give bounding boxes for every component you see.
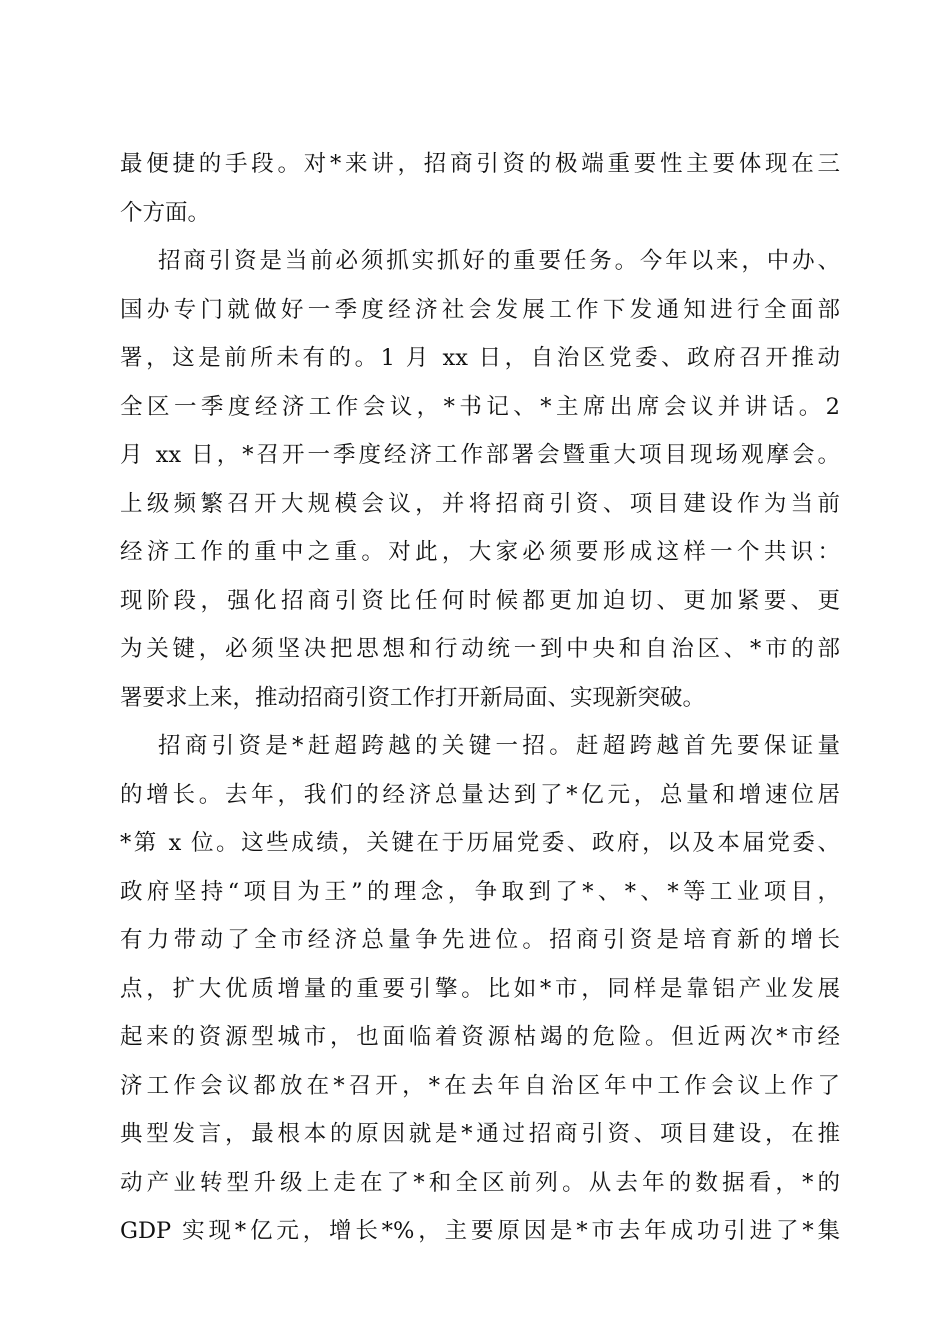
paragraph-2 — [120, 237, 840, 722]
text-line: 署要求上来，推动招商引资工作打开新局面、实现新突破。 — [120, 684, 706, 711]
text-line: GDP 实现*亿元，增长*%，主要原因是*市去年成功引进了*集 — [120, 1218, 840, 1244]
text-line: *第 x 位。这些成绩，关键在于历届党委、政府，以及本届党委、 — [120, 830, 840, 856]
text-line: 最便捷的手段。对*来讲，招商引资的极端重要性主要体现在三 — [120, 151, 840, 177]
text-line: 起来的资源型城市，也面临着资源枯竭的危险。但近两次*市经 — [120, 1024, 840, 1050]
body-text — [120, 140, 840, 1256]
text-line: 现阶段，强化招商引资比任何时候都更加迫切、更加紧要、更 — [120, 587, 840, 614]
text-line: 国办专门就做好一季度经济社会发展工作下发通知进行全面部 — [120, 296, 840, 323]
text-line: 典型发言，最根本的原因就是*通过招商引资、项目建设，在推 — [120, 1121, 840, 1147]
text-line: 招商引资是当前必须抓实抓好的重要任务。今年以来，中办、 — [158, 248, 840, 274]
paragraph-3 — [120, 722, 840, 1256]
text-line: 点，扩大优质增量的重要引擎。比如*市，同样是靠铝产业发展 — [120, 975, 840, 1002]
text-line: 政府坚持“项目为王”的理念，争取到了*、*、*等工业项目， — [120, 878, 840, 905]
text-line: 有力带动了全市经济总量争先进位。招商引资是培育新的增长 — [120, 927, 840, 953]
text-line: 动产业转型升级上走在了*和全区前列。从去年的数据看，*的 — [120, 1169, 840, 1196]
text-line: 上级频繁召开大规模会议，并将招商引资、项目建设作为当前 — [120, 490, 840, 517]
text-line: 个方面。 — [120, 199, 211, 226]
text-line: 为关键，必须坚决把思想和行动统一到中央和自治区、*市的部 — [120, 636, 840, 662]
text-line: 署，这是前所未有的。1 月 xx 日，自治区党委、政府召开推动 — [120, 345, 840, 371]
text-line: 全区一季度经济工作会议，*书记、*主席出席会议并讲话。2 — [120, 393, 840, 420]
text-line: 的增长。去年，我们的经济总量达到了*亿元，总量和增速位居 — [120, 781, 840, 808]
text-line: 月 xx 日，*召开一季度经济工作部署会暨重大项目现场观摩会。 — [120, 442, 840, 468]
text-line: 招商引资是*赶超跨越的关键一招。赶超跨越首先要保证量 — [158, 733, 840, 759]
text-line: 经济工作的重中之重。对此，大家必须要形成这样一个共识： — [120, 539, 840, 565]
paragraph-1 — [120, 140, 840, 237]
text-line: 济工作会议都放在*召开，*在去年自治区年中工作会议上作了 — [120, 1072, 840, 1099]
